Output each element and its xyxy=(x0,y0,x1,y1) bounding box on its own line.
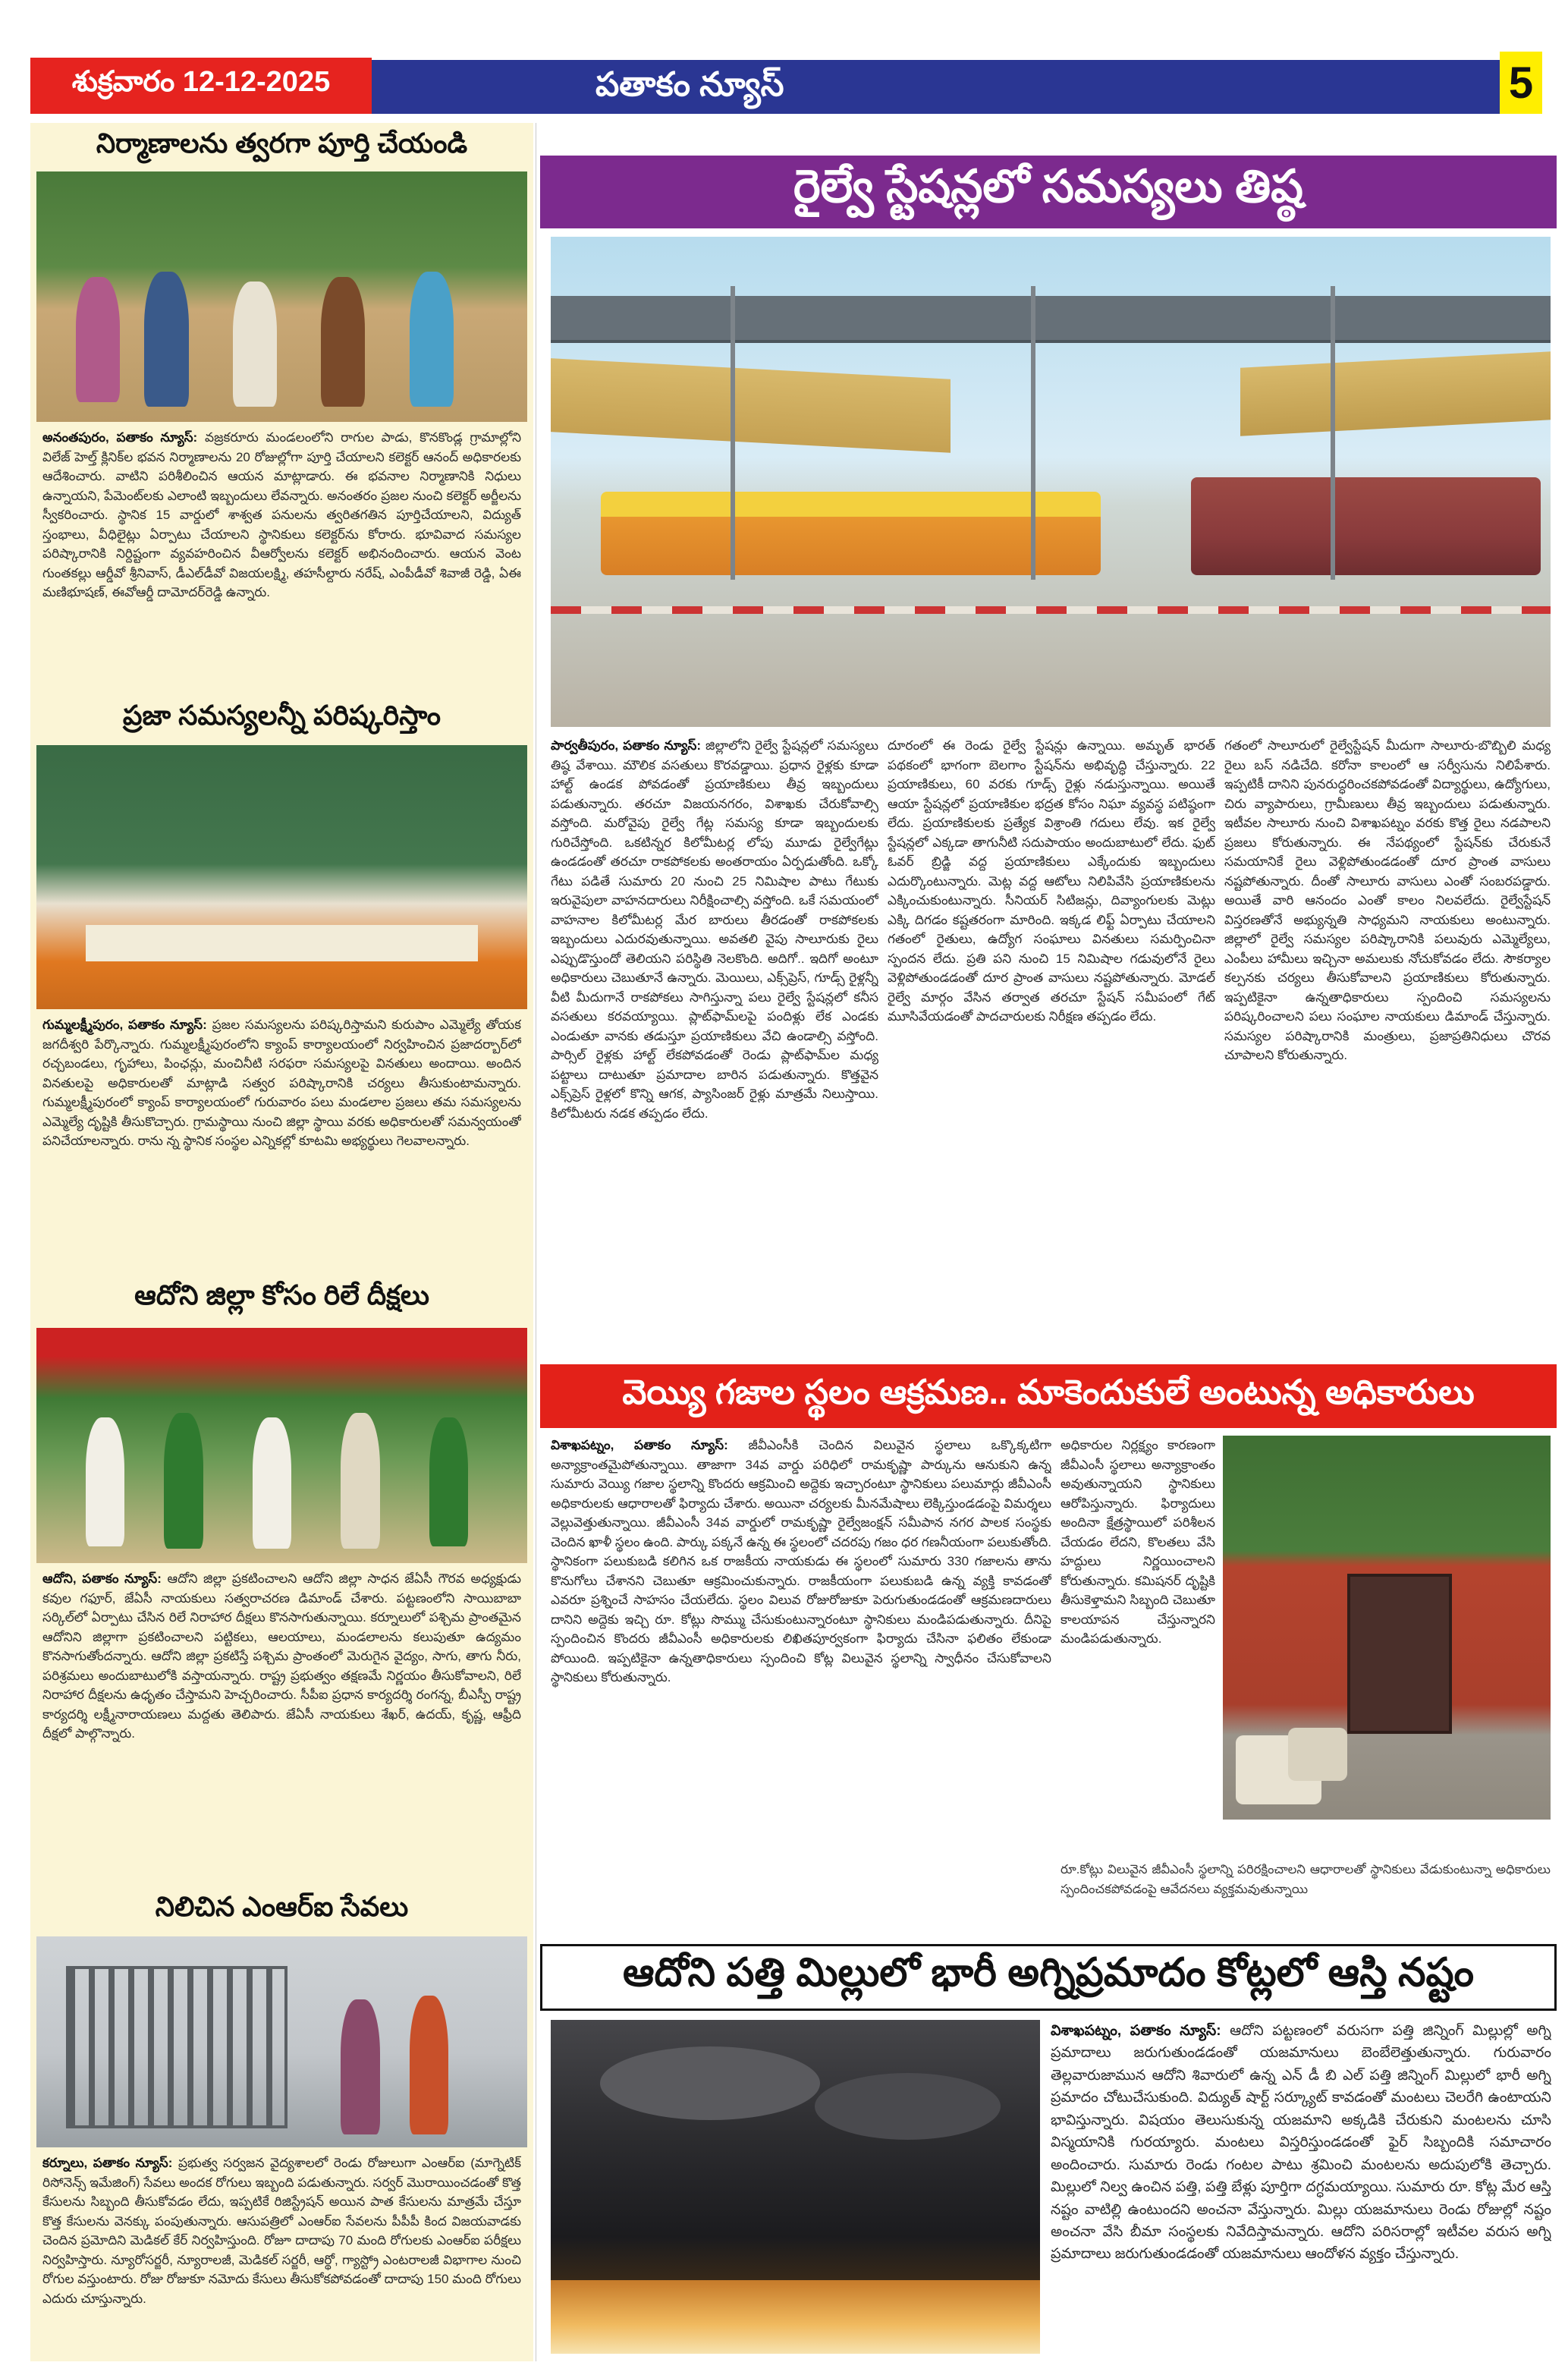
masthead-title: పతాకం న్యూస్ xyxy=(595,66,784,103)
photo-table xyxy=(86,925,479,962)
photo-platform-canopy-left xyxy=(551,359,951,454)
fire-body xyxy=(1051,2020,1551,2358)
photo-figure xyxy=(253,1417,292,1549)
construction-dateline: అనంతపురం, పతాకం న్యూస్: xyxy=(42,430,198,445)
railway-headline: రైల్వే స్టేషన్లలో సమస్యలు తిష్ఠ xyxy=(793,161,1303,212)
masthead-bar xyxy=(372,60,1500,114)
adoni-relay-body xyxy=(42,1569,521,1883)
photo-flames xyxy=(551,2280,1040,2354)
photo-train-left xyxy=(601,492,1101,575)
construction-text: వజ్రకరూరు మండలంలోని రాగుల పాడు, కొనకొండ్ల గ్రామాల్లోని విలేజ్ హెల్త్ క్లినిక్‌ల భవన నిర్మాణాలను 20 రోజుల్లోగా పూర్తి చేయాలని కలెక్టర్ ఆనంద్ అధికారలకు ఆదేశించారు. వాటిని పరిశీలించిన ఆయన మాట్లాడారు. ఈ భవనాల నిర్మాణానికి నిధులు ఉన్నాయని, పేమెంట్‌లకు ఎలాంటి ఇబ్బందులు లేవన్నారు. అనంతరం ప్రజల నుంచి కలెక్టర్ అర్జీలను స్వీకరించారు. స్థానిక 15 వార్డులో శాశ్వత పనులను త్వరితగతిన పూర్తిచేయాలని, విద్యుత్ స్తంభాలు, వీధిలైట్లు ఏర్పాటు చేయాలని స్థానికులు కలెక్టర్‌ను కోరారు. భూవివాద సమస్యల పరిష్కారానికి నిర్దిష్టంగా వ్యవహరించిన వీఆర్వోలను కలెక్టర్ అభినందించారు. ఆయన వెంట గుంతకల్లు ఆర్డీవో శ్రీనివాస్, డీఎల్‌డీవో విజయలక్ష్మి, తహసీల్దారు నరేష్, ఎంపీడీవో శివాజీ రెడ్డి, ఏఈ మణిభూషణ్, ఈవోఆర్డీ దామోదర్‌రెడ్డి ఉన్నారు. xyxy=(42,430,521,599)
photo-figure xyxy=(76,277,120,402)
photo-figure xyxy=(321,277,365,407)
railway-dateline: పార్వతీపురం, పతాకం న్యూస్: xyxy=(551,738,702,753)
photo-foot-over-bridge xyxy=(551,296,1551,343)
gvmc-headline: వెయ్యి గజాల స్థలం ఆక్రమణ.. మాకెందుకులే అంటున్న అధికారులు xyxy=(622,1372,1475,1411)
photo-figure xyxy=(164,1413,203,1549)
photo-figure xyxy=(233,282,277,407)
photo-figure xyxy=(341,1413,380,1549)
gvmc-column-2 xyxy=(1061,1436,1215,1851)
date-text: శుక్రవారం 12-12-2025 xyxy=(71,66,331,98)
photo-gate xyxy=(1347,1574,1452,1733)
railway-headline-banner xyxy=(540,156,1557,228)
mri-headline: నిలిచిన ఎంఆర్ఐ సేవలు xyxy=(155,1891,409,1922)
gvmc-col2-text: అధికారుల నిర్లక్ష్యం కారణంగా జీవీఎంసీ స్థలాలు అన్యాక్రాంతం అవుతున్నాయని స్థానికులు ఆరోపిస్తున్నారు. ఫిర్యాదులు అందినా క్షేత్రస్థాయిలో పరిశీలన చేయడం లేదని, కొలతలు వేసి హద్దులు నిర్ణయించాలని కోరుతున్నారు. కమిషనర్ దృష్టికి తీసుకెళ్తామని సిబ్బంది చెబుతూ కాలయాపన చేస్తున్నారని మండిపడుతున్నారు. xyxy=(1061,1438,1215,1646)
fire-text-content: ఆదోని పట్టణంలో వరుసగా పత్తి జిన్నింగ్ మిల్లుల్లో అగ్ని ప్రమాదాలు జరుగుతుండడంతో యజమానులు బెంబేలెత్తుతున్నారు. గురువారం తెల్లవారుజామున ఆదోని శివారులో ఉన్న ఎన్ డీ బి ఎల్ పత్తి జిన్నింగ్ మిల్లులో భారీ అగ్ని ప్రమాదం చోటుచేసుకుంది. విద్యుత్ షార్ట్ సర్క్యూట్ కావడంతో మంటలు చెలరేగి ఉంటాయని భావిస్తున్నారు. విషయం తెలుసుకున్న యజమాని అక్కడికి చేరుకుని మంటలను చూసి విస్మయానికి గురయ్యారు. మంటలు విస్తరిస్తుండడంతో ఫైర్ సిబ్బందికి సమాచారం అందించారు. సుమారు రెండు గంటల పాటు శ్రమించి మంటలను అదుపులోకి తెచ్చారు. మిల్లులో నిల్వ ఉంచిన పత్తి, పత్తి బేళ్లు పూర్తిగా దగ్ధమయ్యాయి. సుమారు రూ. కోట్ల మేర ఆస్తి నష్టం వాటిల్లి ఉంటుందని అంచనా వేస్తున్నారు. మిల్లు యజమానులు రెండు రోజుల్లో నష్టం అంచనా వేసి బీమా సంస్థలకు నివేదిస్తామన్నారు. ఆదోని పరిసరాల్లో ఇటీవల వరుస అగ్ని ప్రమాదాలు జరుగుతుండడంతో యజమానులు ఆందోళన వ్యక్తం చేస్తున్నారు. xyxy=(1051,2023,1551,2263)
cotton-mill-fire-photo xyxy=(551,2020,1040,2354)
public-issues-headline: ప్రజా సమస్యలన్నీ పరిష్కరిస్తాం xyxy=(122,700,441,731)
construction-headline: నిర్మాణాలను త్వరగా పూర్తి చేయండి xyxy=(96,127,468,159)
fire-dateline: విశాఖపట్నం, పతాకం న్యూస్: xyxy=(1051,2023,1221,2039)
gvmc-dateline: విశాఖపట్నం, పతాకం న్యూస్: xyxy=(551,1438,728,1452)
public-issues-body xyxy=(42,1015,521,1270)
adoni-relay-dateline: ఆదోని, పతాకం న్యూస్: xyxy=(42,1571,162,1586)
encroached-site-photo xyxy=(1223,1436,1551,1820)
hospital-corridor-photo xyxy=(36,1936,527,2147)
photo-platform-edge-stripe xyxy=(551,606,1551,614)
photo-train-right xyxy=(1191,477,1541,575)
public-issues-text: ప్రజల సమస్యలను పరిష్కరిస్తామని కురుపాం ఎమ్మెల్యే తోయక జగదీశ్వరి పేర్కొన్నారు. గుమ్మలక్ష్మీపురంలోని క్యాంప్ కార్యాలయంలో నిర్వహించిన ప్రజాదర్బార్‌లో రచ్చబండలు, గృహాలు, పింఛన్లు, మంచినీటి సరఫరా సమస్యలపై వినతులు అందాయి. అందిన వినతులపై అధికారులతో మాట్లాడి సత్వర పరిష్కారానికి చర్యలు తీసుకుంటామన్నారు. గుమ్మలక్ష్మీపురంలో క్యాంప్ కార్యాలయంలో గురువారం పలు మండలాల ప్రజలు తమ సమస్యలను ఎమ్మెల్యే దృష్టికి తీసుకొచ్చారు. గ్రామస్థాయి నుంచి జిల్లా స్థాయి వరకు అధికారులతో సమన్వయంతో పనిచేయాలన్నారు. రాను న్న స్థానిక సంస్థల ఎన్నికల్లో కూటమి అభ్యర్థులు గెలవాలన్నారు. xyxy=(42,1018,521,1148)
photo-smoke xyxy=(600,2046,820,2120)
photo-figure xyxy=(86,1417,125,1547)
railway-col2-text: దూరంలో ఈ రెండు రైల్వే స్టేషన్లు ఉన్నాయి. అమృత్ భారత్ పథకంలో భాగంగా బెలగాం స్టేషన్‌ను అభివృద్ధి చేస్తున్నారు. 22 ప్రయాణికులు, 60 వరకు గూడ్స్ రైళ్లు నడుస్తున్నాయి. అయితే ఆయా స్టేషన్లలో ప్రయాణికుల భద్రత కోసం నిఘా వ్యవస్థ పటిష్ఠంగా లేదు. ప్రయాణికులకు ప్రత్యేక విశ్రాంతి గదులు లేవు. ఇక రైల్వే స్టేషన్లలో ఎక్కడా తాగునీటి సదుపాయం అందుబాటులో లేదు. ఫుట్ ఓవర్ బ్రిడ్జి వద్ద ప్రయాణికులు ఎక్కేందుకు ఇబ్బందులు ఎదుర్కొంటున్నారు. మెట్ల వద్ద ఆటోలు నిలిపివేసి ప్రయాణికులను ఎక్కించుకుంటున్నారు. సీనియర్ సిటిజన్లు, దివ్యాంగులకు మెట్లు ఎక్కి దిగడం కష్టతరంగా మారింది. ఇక్కడ లిఫ్ట్ ఏర్పాటు చేయాలని గతంలో రైతులు, ఉద్యోగ సంఘాలు వినతులు సమర్పించినా స్పందన లేదు. ప్రతి పని నుంచి 15 నిమిషాల గడువులోనే రైలు వెళ్లిపోతుండడంతో దూర ప్రాంత వాసులు నష్టపోతున్నారు. మోడల్ రైల్వే మార్గం వేసిన తర్వాత తరచూ స్టేషన్ సమీపంలో గేట్ మూసివేయడంతో పాదచారులకు నిరీక్షణ తప్పడం లేదు. xyxy=(888,738,1215,1024)
photo-figure xyxy=(410,1996,449,2134)
photo-smoke xyxy=(815,2073,1001,2140)
adoni-relay-text: ఆదోని జిల్లా ప్రకటించాలని ఆదోని జిల్లా సాధన జేఏసీ గౌరవ అధ్యక్షుడు కవుల గఫూర్, జేఏసీ నాయకులు సత్వరాచరణ డిమాండ్ చేశారు. పట్టణంలోని సాయిబాబా సర్కిల్‌లో ఏర్పాటు చేసిన రిలే నిరాహార దీక్షలు కొనసాగుతున్నాయి. కర్నూలులో పశ్చిమ ప్రాంతమైన ఆదోనిని జిల్లాగా ప్రకటించాలని పట్టికలు, ఆలయాలు, మండలాలను కలుపుతూ ఉద్యమం కొనసాగుతోందన్నారు. ఆదోని జిల్లా ప్రకటిస్తే పశ్చిమ ప్రాంతంలో మెరుగైన వైద్యం, సాగు, తాగు నీరు, పరిశ్రమలు అందుబాటులోకి వస్తాయన్నారు. రాష్ట్ర ప్రభుత్వం తక్షణమే నిర్ణయం తీసుకోవాలని, రిలే నిరాహార దీక్షలను ఉధృతం చేస్తామని హెచ్చరించారు. సీపీఐ ప్రధాన కార్యదర్శి రంగన్న, బీఎస్పీ రాష్ట్ర కార్యదర్శి లక్ష్మీనారాయణలు మద్దతు తెలిపారు. జేఏసీ నాయకులు శేఖర్, ఉదయ్, కృష్ణ, ఆఫ్రీది దీక్షలో పాల్గొన్నారు. xyxy=(42,1571,521,1741)
gvmc-caption-text: రూ.కోట్లు విలువైన జీవీఎంసీ స్థలాన్ని పరిరక్షించాలని ఆధారాలతో స్థానికులు వేడుకుంటున్నా అధికారులు స్పందించకపోవడంపై ఆవేదనలు వ్యక్తమవుతున్నాయి xyxy=(1061,1863,1551,1896)
photo-pole xyxy=(731,286,735,580)
adoni-relay-headline: ఆదోని జిల్లా కోసం రిలే దీక్షలు xyxy=(134,1279,429,1310)
gvmc-col1-text: జీవీఎంసీకి చెందిన విలువైన స్థలాలు ఒక్కొక్కటిగా అన్యాక్రాంతమైపోతున్నాయి. తాజాగా 34వ వార్డు పరిధిలో రామకృష్ణా పార్కును ఆనుకుని ఉన్న సుమారు వెయ్యి గజాల స్థలాన్ని కొందరు ఆక్రమించి అద్దెకు ఇచ్చారంటూ స్థానికులు పలుమార్లు జీవీఎంసీ అధికారులకు ఆధారాలతో ఫిర్యాదు చేశారు. అయినా చర్యలకు మీనమేషాలు లెక్కిస్తుండడంపై విమర్శలు వెల్లువెత్తుతున్నాయి. జీవీఎంసీ 34వ వార్డులో రామకృష్ణా రైల్వేజంక్షన్ సమీపాన నగర పాలక సంస్థకు చెందిన ఖాళీ స్థలం ఉంది. పార్కు పక్కనే ఉన్న ఈ స్థలంలో చదరపు గజం ధర గణనీయంగా పలుకుతోంది. స్థానికంగా పలుకుబడి కలిగిన ఒక రాజకీయ నాయకుడు ఈ స్థలంలో సుమారు 330 గజాలను తాను కొనుగోలు చేశానని చెబుతూ ఆక్రమించుకున్నారు. రాజకీయంగా పలుకుబడి ఉన్న వ్యక్తి కావడంతో ఎవరూ ప్రశ్నించే సాహసం చేయలేదు. స్థలం విలువ రోజురోజుకూ పెరుగుతుండడంతో ఆక్రమణదారులు దానిని అద్దెకు ఇచ్చి రూ. కోట్లు సొమ్ము చేసుకుంటున్నారంటూ స్థానికులు మండిపడుతున్నారు. దీనిపై స్పందించిన కొందరు జీవీఎంసీ అధికారులకు లిఖితపూర్వకంగా ఫిర్యాదు చేసినా ఫలితం లేకుండా పోయింది. ఇప్పటికైనా ఉన్నతాధికారులు స్పందించి కోట్ల విలువైన స్థలాన్ని స్వాధీనం చేసుకోవాలని స్థానికులు కోరుతున్నారు. xyxy=(551,1438,1051,1685)
public-issues-dateline: గుమ్మలక్ష్మీపురం, పతాకం న్యూస్: xyxy=(42,1018,207,1032)
collector-inspection-photo xyxy=(36,171,527,422)
page-number: 5 xyxy=(1508,58,1534,108)
railway-col1-text: జిల్లాలోని రైల్వే స్టేషన్లలో సమస్యలు తిష్ఠ వేశాయి. మౌలిక వసతులు కొరవడ్డాయి. ప్రధాన రైళ్లకు కూడా హాల్ట్ ఉండక పోవడంతో ప్రయాణికులు తీవ్ర ఇబ్బందులు పడుతున్నారు. తరచూ విజయనగరం, విశాఖకు చేరుకోవాల్సి వస్తోంది. మరోవైపు రైల్వే గేట్ల సమస్య కూడా ఇబ్బందులకు గురిచేస్తోంది. ఒకటిన్నర కిలోమీటర్ల లోపు మూడు రైల్వేగేట్లు ఉండడంతో తరచూ రాకపోకలకు అంతరాయం ఏర్పడుతోంది. ఒక్కో గేటు పడితే సుమారు 20 నుంచి 25 నిమిషాల పాటు గేటుకు ఇరువైపులా వాహనదారులు నిరీక్షించాల్సి వస్తోంది. ఒకే సమయంలో వాహనాల కిలోమీటర్ల మేర బారులు తీరడంతో రాకపోకలకు ఇబ్బందులు ఎదురవుతున్నాయి. అవతలి వైపు సాలూరుకు రైలు ఎప్పుడొస్తుందో తెలియని పరిస్థితి నెలకొంది. అదిగో.. ఇదిగో అంటూ అధికారులు చెబుతూనే ఉన్నారు. మెయిలు, ఎక్స్‌ప్రెస్, గూడ్స్ రైళ్లన్నీ వీటి మీదుగానే రాకపోకలు సాగిస్తున్నా పలు రైల్వే స్టేషన్లలో కనీస వసతులు కరవయ్యాయి. ప్లాట్‌ఫామ్‌లపై పందిళ్లు లేక ఎండకు ఎండుతూ వానకు తడుస్తూ ప్రయాణికులు వేచి ఉండాల్సి వస్తోంది. పార్సిల్ రైళ్లకు హాల్ట్ లేకపోవడంతో రెండు ప్లాట్‌ఫామ్‌ల మధ్య పట్టాలు దాటుతూ ప్రమాదాల బారిన పడుతున్నారు. కొత్తవైన ఎక్స్‌ప్రెస్ రైళ్లలో కొన్ని ఆగక, ప్యాసింజర్ రైళ్లు మాత్రమే నిలుస్తాయి. కిలోమీటరు నడక తప్పడం లేదు. xyxy=(551,738,878,1121)
railway-column-2 xyxy=(888,736,1215,1360)
photo-platform-canopy-right xyxy=(1240,351,1551,436)
photo-figure xyxy=(341,1999,380,2134)
mla-darbar-photo xyxy=(36,745,527,1009)
photo-sacks xyxy=(1288,1728,1347,1782)
photo-pole xyxy=(1331,286,1335,580)
photo-figure xyxy=(410,272,454,407)
railway-column-3 xyxy=(1224,736,1551,1360)
gvmc-headline-banner xyxy=(540,1364,1557,1428)
encroached-site-caption xyxy=(1061,1861,1551,1927)
railway-column-1 xyxy=(551,736,878,1360)
fire-headline: ఆదోని పత్తి మిల్లులో భారీ అగ్నిప్రమాదం కోట్లలో ఆస్తి నష్టం xyxy=(623,1950,1474,1995)
photo-figure xyxy=(429,1417,469,1547)
railway-station-photo xyxy=(551,237,1551,727)
fire-headline-box xyxy=(540,1944,1557,2011)
construction-body xyxy=(42,428,521,690)
photo-collapsible-gate xyxy=(66,1966,288,2128)
date-box xyxy=(30,58,372,114)
gvmc-column-1 xyxy=(551,1436,1051,1939)
photo-pole xyxy=(1031,286,1035,580)
page-number-box xyxy=(1500,52,1542,114)
relay-hunger-strike-photo xyxy=(36,1328,527,1563)
photo-figure xyxy=(144,272,188,407)
mri-dateline: కర్నూలు, పతాకం న్యూస్: xyxy=(42,2156,173,2170)
mri-text: ప్రభుత్వ సర్వజన వైద్యశాలలో రెండు రోజులుగా ఎంఆర్ఐ (మాగ్నెటిక్ రిసోనెన్స్ ఇమేజింగ్) సేవలు అందక రోగులు ఇబ్బంది పడుతున్నారు. సర్వర్ మొరాయించడంతో కొత్త కేసులను సిబ్బంది తీసుకోవడం లేదు, ఇప్పటికే రిజిస్ట్రేషన్ అయిన పాత కేసులను మాత్రమే చేస్తూ కొత్త కేసులను వెనక్కు పంపుతున్నారు. ఆసుపత్రిలో ఎంఆర్ఐ సేవలను పీపీపీ కింద విజయవాడకు చెందిన ప్రమోదిని మెడికల్ కేర్ నిర్వహిస్తుంది. రోజూ దాదాపు 70 మంది రోగులకు ఎంఆర్ఐ పరీక్షలు నిర్వహిస్తారు. న్యూరోసర్జరీ, న్యూరాలజీ, మెడికల్ సర్జరీ, ఆర్థో, గ్యాస్ట్రో ఎంటరాలజీ విభాగాల నుంచి రోగుల వస్తుంటారు. రోజు రోజుకూ నమోదు కేసులు తీసుకోకపోవడంతో దాదాపు 150 మంది రోగులు ఎదురు చూస్తున్నారు. xyxy=(42,2156,521,2306)
railway-col3-text: గతంలో సాలూరులో రైల్వేస్టేషన్ మీదుగా సాలూరు-బొబ్బిలి మధ్య రైలు బస్ నడిచేది. కరోనా కాలంలో ఆ సర్వీసును నిలిపేశారు. ఇప్పటికీ దానిని పునరుద్ధరించకపోవడంతో విద్యార్థులు, ఉద్యోగులు, చిరు వ్యాపారులు, గ్రామీణులు తీవ్ర ఇబ్బందులు పడుతున్నారు. ఇటీవల సాలూరు నుంచి విశాఖపట్నం వరకు కొత్త రైలు నడపాలని ప్రజలు కోరుతున్నారు. ఈ నేపథ్యంలో స్టేషన్‌కు చేరుకునే సమయానికే రైలు వెళ్లిపోతుండడంతో దూర ప్రాంత వాసులు నష్టపోతున్నారు. దీంతో సాలూరు వాసులు ఎంతో సంబరపడ్డారు. అయితే వారి ఆనందం ఎంతో కాలం నిలవలేదు. రైల్వేస్టేషన్ విస్తరణతోనే అభ్యున్నతి సాధ్యమని నాయకులు అంటున్నారు. జిల్లాలో రైల్వే సమస్యల పరిష్కారానికి పలువురు ఎమ్మెల్యేలు, ఎంపీలు హామీలు ఇచ్చినా అమలుకు నోచుకోవడం లేదు. సౌకర్యాల కల్పనకు చర్యలు తీసుకోవాలని ప్రయాణికులు కోరుతున్నారు. ఇప్పటికైనా ఉన్నతాధికారులు స్పందించి సమస్యలను పరిష్కరించాలని పలు సంఘాల నాయకులు డిమాండ్ చేస్తున్నారు. సమస్యల పరిష్కారానికి మంత్రులు, ప్రజాప్రతినిధులు చొరవ చూపాలని కోరుతున్నారు. xyxy=(1224,738,1551,1062)
left-column xyxy=(30,123,533,2361)
mri-body xyxy=(42,2153,521,2357)
